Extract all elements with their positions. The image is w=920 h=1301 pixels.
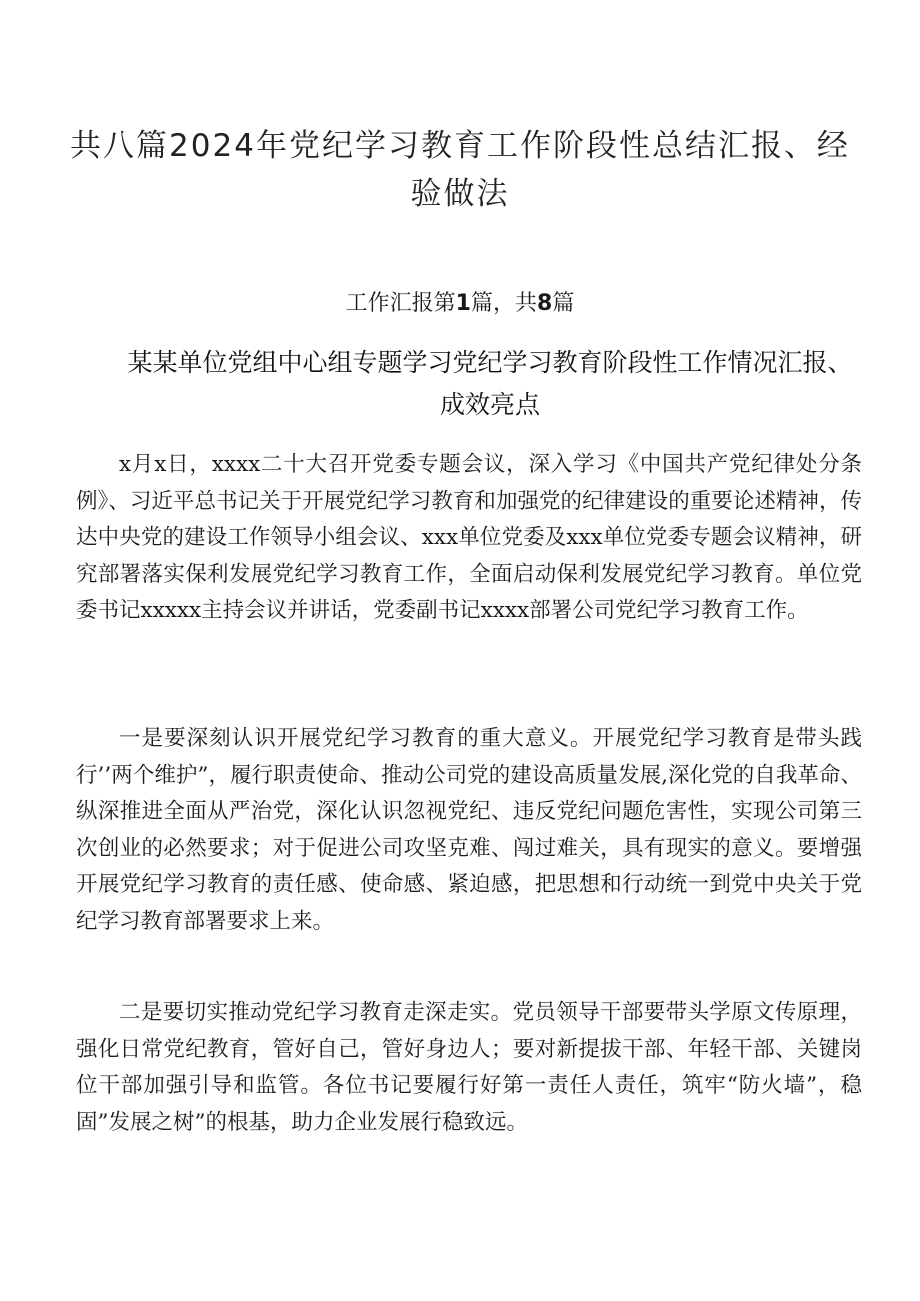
counter-current: 1 xyxy=(455,291,471,316)
body-paragraph-3: 二是要切实推动党纪学习教育走深走实。党员领导干部要带头学原文传原理，强化日常党纪教育，管好自己，管好身边人；要对新提拔干部、年轻干部、关键岗位干部加强引导和监管。各位书记要履行好第一责任人责任，筑牢“防火墙”，稳固”发展之树”的根基，助力企业发展行稳致远。 xyxy=(76,1000,862,1135)
counter-total: 8 xyxy=(537,291,553,316)
article-title: 某某单位党组中心组专题学习党纪学习教育阶段性工作情况汇报、成效亮点 xyxy=(127,348,853,419)
article-counter xyxy=(0,288,920,320)
counter-prefix: 工作汇报第 xyxy=(345,291,456,316)
counter-middle: 篇，共 xyxy=(470,291,537,316)
body-paragraph-2: 一是要深刻认识开展党纪学习教育的重大意义。开展党纪学习教育是带头践行’’两个维护”，履行职责使命、推动公司党的建设高质量发展,深化党的自我革命、纵深推进全面从严治党，深化认识忽视党纪、违反党纪问题危害性，实现公司第三次创业的必然要求；对于促进公司攻坚克难、闯过难关，具有现实的意义。要增强开展党纪学习教育的责任感、使命感、紧迫感，把思想和行动统一到党中央关于党纪学习教育部署要求上来。 xyxy=(76,726,862,934)
main-title: 共八篇2024年党纪学习教育工作阶段性总结汇报、经验做法 xyxy=(70,128,850,212)
body-paragraph-1: x月x日，xxxx二十大召开党委专题会议，深入学习《中国共产党纪律处分条例》、习近平总书记关于开展党纪学习教育和加强党的纪律建设的重要论述精神，传达中央党的建设工作领导小组会议、xxx单位党委及xxx单位党委专题会议精神，研究部署落实保利发展党纪学习教育工作，全面启动保利发展党纪学习教育。单位党委书记xxxxx主持会议并讲话，党委副书记xxxx部署公司党纪学习教育工作。 xyxy=(76,452,862,623)
counter-suffix: 篇 xyxy=(552,291,575,316)
